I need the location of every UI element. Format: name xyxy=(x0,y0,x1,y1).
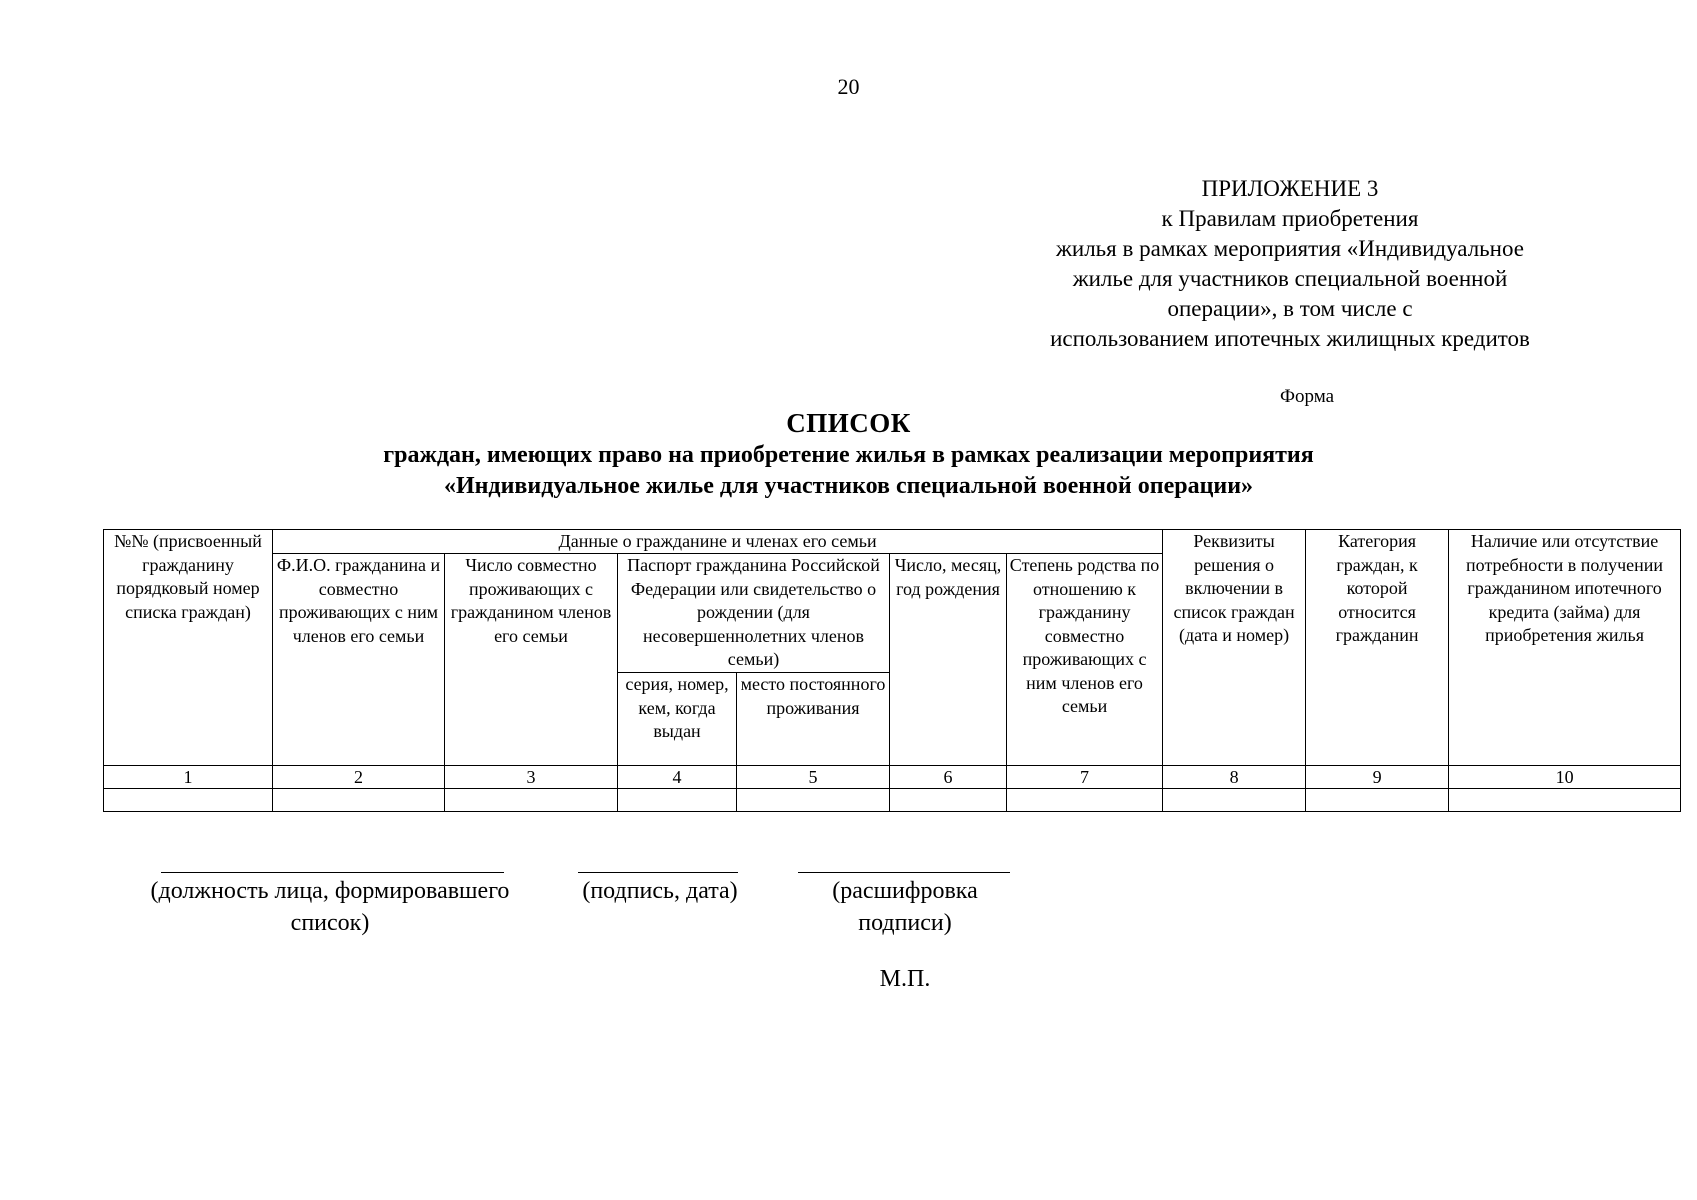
title-subtitle-line: граждан, имеющих право на приобретение жилья в рамках реализации мероприятия xyxy=(383,442,1314,468)
table-cell[interactable] xyxy=(737,789,890,812)
page-number: 20 xyxy=(837,74,860,99)
header-group-passport: Паспорт гражданина Российской Федерации или свидетельство о рождении (для несовершеннолетних членов семьи) xyxy=(618,554,890,673)
table-row xyxy=(104,789,1681,812)
header-col-passport-series: серия, номер, кем, когда выдан xyxy=(618,673,737,766)
column-number-cell: 10 xyxy=(1449,766,1681,789)
header-col-number: №№ (присвоенный гражданину порядковый номер списка граждан) xyxy=(104,530,273,766)
column-number-cell: 7 xyxy=(1007,766,1163,789)
appendix-line: жилье для участников специальной военной xyxy=(1072,266,1508,291)
column-number-cell: 5 xyxy=(737,766,890,789)
column-number-cell: 3 xyxy=(445,766,618,789)
header-group-citizen-data: Данные о гражданине и членах его семьи xyxy=(273,530,1163,554)
table-cell[interactable] xyxy=(1163,789,1306,812)
table-cell[interactable] xyxy=(618,789,737,812)
appendix-line: к Правилам приобретения xyxy=(1161,206,1419,231)
signature-caption: (подпись, дата) xyxy=(582,878,738,904)
position-signature-line[interactable] xyxy=(161,872,504,873)
appendix-line: использованием ипотечных жилищных кредитов xyxy=(1050,326,1530,351)
appendix-line: ПРИЛОЖЕНИЕ 3 xyxy=(1201,176,1379,201)
header-row xyxy=(104,530,1681,554)
column-number-cell: 1 xyxy=(104,766,273,789)
column-number-cell: 2 xyxy=(273,766,445,789)
form-label: Форма xyxy=(1280,386,1335,407)
column-number-cell: 6 xyxy=(890,766,1007,789)
header-col-residence: место постоянного проживания xyxy=(737,673,890,766)
header-col-mortgage-need: Наличие или отсутствие потребности в получении гражданином ипотечного кредита (займа) для приобретения жилья xyxy=(1449,530,1681,766)
table-cell[interactable] xyxy=(1306,789,1449,812)
column-numbers-row xyxy=(104,766,1681,789)
column-number-cell: 8 xyxy=(1163,766,1306,789)
title-subtitle-line: «Индивидуальное жилье для участников специальной военной операции» xyxy=(443,473,1254,499)
position-caption: (должность лица, формировавшего список) xyxy=(150,878,510,936)
header-col-family-members-count: Число совместно проживающих с гражданином членов его семьи xyxy=(445,554,618,766)
table-cell[interactable] xyxy=(104,789,273,812)
header-col-kinship: Степень родства по отношению к гражданину совместно проживающих с ним членов его семьи xyxy=(1007,554,1163,766)
stamp-placeholder: М.П. xyxy=(879,966,931,992)
table-cell[interactable] xyxy=(273,789,445,812)
citizens-list-table xyxy=(103,529,1681,812)
decryption-caption: (расшифровка подписи) xyxy=(832,878,978,936)
table-cell[interactable] xyxy=(445,789,618,812)
table-cell[interactable] xyxy=(1449,789,1681,812)
table-cell[interactable] xyxy=(890,789,1007,812)
header-col-category: Категория граждан, к которой относится гражданин xyxy=(1306,530,1449,766)
document-title xyxy=(0,406,1697,502)
title-main: СПИСОК xyxy=(786,408,911,438)
column-number-cell: 4 xyxy=(618,766,737,789)
appendix-line: операции», в том числе с xyxy=(1167,296,1413,321)
header-col-birth-date: Число, месяц, год рождения xyxy=(890,554,1007,766)
header-col-full-name: Ф.И.О. гражданина и совместно проживающих с ним членов его семьи xyxy=(273,554,445,766)
table-cell[interactable] xyxy=(1007,789,1163,812)
column-number-cell: 9 xyxy=(1306,766,1449,789)
header-col-decision-details: Реквизиты решения о включении в список граждан (дата и номер) xyxy=(1163,530,1306,766)
decryption-signature-line[interactable] xyxy=(798,872,1010,873)
appendix-heading xyxy=(1010,174,1570,354)
appendix-line: жилья в рамках мероприятия «Индивидуальное xyxy=(1056,236,1524,261)
signature-line[interactable] xyxy=(578,872,738,873)
